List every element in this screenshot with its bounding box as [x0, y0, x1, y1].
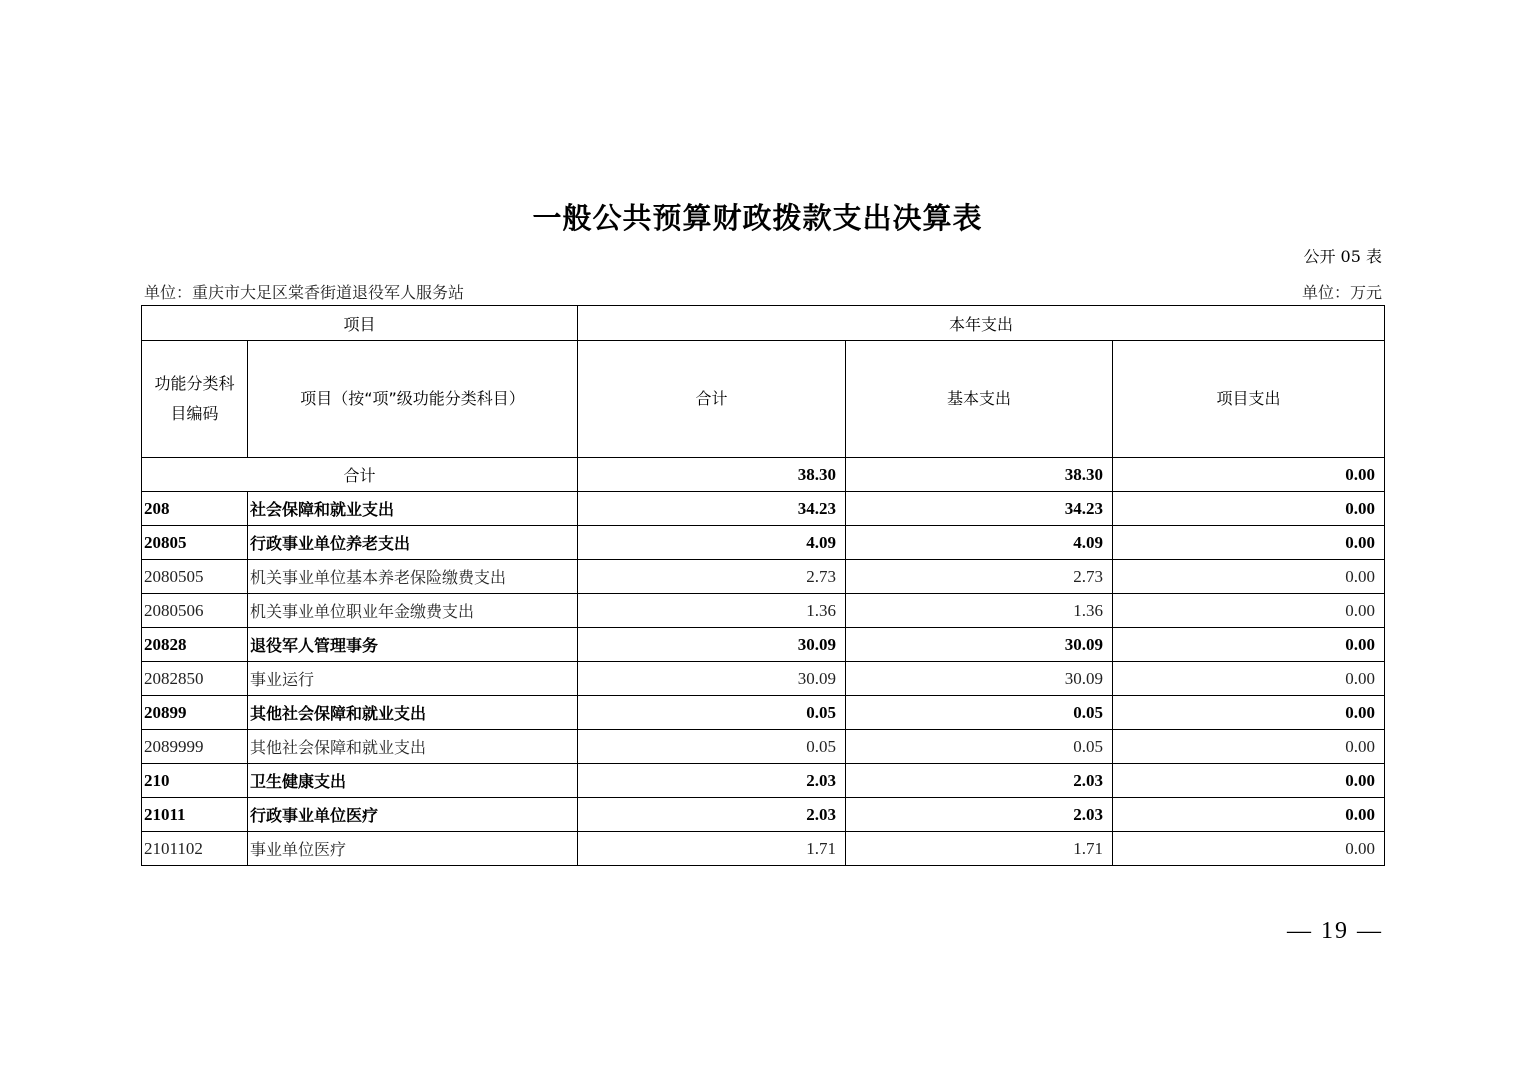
row-total: 0.05	[578, 730, 846, 764]
header-current-year: 本年支出	[578, 306, 1385, 341]
row-project: 0.00	[1113, 696, 1385, 730]
row-code: 20805	[142, 526, 248, 560]
row-code: 2101102	[142, 832, 248, 866]
row-name: 其他社会保障和就业支出	[248, 730, 578, 764]
row-total: 2.03	[578, 798, 846, 832]
row-total: 2.73	[578, 560, 846, 594]
table-row	[142, 594, 1385, 628]
row-name: 行政事业单位医疗	[248, 798, 578, 832]
row-basic: 2.03	[846, 798, 1113, 832]
row-total: 4.09	[578, 526, 846, 560]
table-row	[142, 798, 1385, 832]
header-project-expenditure: 项目支出	[1113, 341, 1385, 458]
row-basic: 2.73	[846, 560, 1113, 594]
row-basic: 0.05	[846, 730, 1113, 764]
row-basic: 0.05	[846, 696, 1113, 730]
row-project: 0.00	[1113, 662, 1385, 696]
row-code: 210	[142, 764, 248, 798]
header-item: 项目（按“项”级功能分类科目）	[248, 341, 578, 458]
header-total: 合计	[578, 341, 846, 458]
table-number: 公开 05 表	[1303, 247, 1382, 266]
row-basic: 30.09	[846, 628, 1113, 662]
row-code: 20899	[142, 696, 248, 730]
header-project: 项目	[142, 306, 578, 341]
row-name: 机关事业单位职业年金缴费支出	[248, 594, 578, 628]
unit-currency: 单位：万元	[1301, 283, 1382, 302]
row-code: 21011	[142, 798, 248, 832]
row-total: 30.09	[578, 628, 846, 662]
row-total: 0.05	[578, 696, 846, 730]
table-row	[142, 764, 1385, 798]
page-number: — 19 —	[1287, 918, 1383, 944]
row-basic: 1.71	[846, 832, 1113, 866]
total-total: 38.30	[578, 458, 846, 492]
table-row	[142, 730, 1385, 764]
table-row	[142, 560, 1385, 594]
header-basic: 基本支出	[846, 341, 1113, 458]
total-row	[142, 458, 1385, 492]
row-project: 0.00	[1113, 798, 1385, 832]
row-name: 机关事业单位基本养老保险缴费支出	[248, 560, 578, 594]
row-project: 0.00	[1113, 764, 1385, 798]
row-basic: 30.09	[846, 662, 1113, 696]
row-code: 2080505	[142, 560, 248, 594]
page-title: 一般公共预算财政拨款支出决算表	[532, 201, 983, 235]
row-project: 0.00	[1113, 526, 1385, 560]
header-row-1	[142, 306, 1385, 341]
expenditure-table	[141, 305, 1385, 866]
row-name: 行政事业单位养老支出	[248, 526, 578, 560]
row-basic: 4.09	[846, 526, 1113, 560]
row-name: 退役军人管理事务	[248, 628, 578, 662]
table-row	[142, 526, 1385, 560]
row-basic: 2.03	[846, 764, 1113, 798]
row-project: 0.00	[1113, 594, 1385, 628]
row-total: 30.09	[578, 662, 846, 696]
unit-organization: 单位：重庆市大足区棠香街道退役军人服务站	[144, 283, 465, 302]
row-code: 208	[142, 492, 248, 526]
row-basic: 34.23	[846, 492, 1113, 526]
row-name: 事业单位医疗	[248, 832, 578, 866]
row-total: 1.36	[578, 594, 846, 628]
row-total: 34.23	[578, 492, 846, 526]
row-code: 2089999	[142, 730, 248, 764]
row-project: 0.00	[1113, 832, 1385, 866]
table-row	[142, 662, 1385, 696]
total-basic: 38.30	[846, 458, 1113, 492]
row-total: 1.71	[578, 832, 846, 866]
row-name: 事业运行	[248, 662, 578, 696]
table-row	[142, 696, 1385, 730]
row-project: 0.00	[1113, 560, 1385, 594]
row-project: 0.00	[1113, 492, 1385, 526]
row-code: 2082850	[142, 662, 248, 696]
header-row-2	[142, 341, 1385, 458]
row-basic: 1.36	[846, 594, 1113, 628]
table-row	[142, 492, 1385, 526]
row-code: 2080506	[142, 594, 248, 628]
row-project: 0.00	[1113, 730, 1385, 764]
table-row	[142, 628, 1385, 662]
row-name: 其他社会保障和就业支出	[248, 696, 578, 730]
row-total: 2.03	[578, 764, 846, 798]
row-name: 卫生健康支出	[248, 764, 578, 798]
header-code: 功能分类科目编码	[142, 341, 248, 458]
row-project: 0.00	[1113, 628, 1385, 662]
total-project: 0.00	[1113, 458, 1385, 492]
row-name: 社会保障和就业支出	[248, 492, 578, 526]
table-row	[142, 832, 1385, 866]
total-label: 合计	[142, 458, 578, 492]
row-code: 20828	[142, 628, 248, 662]
